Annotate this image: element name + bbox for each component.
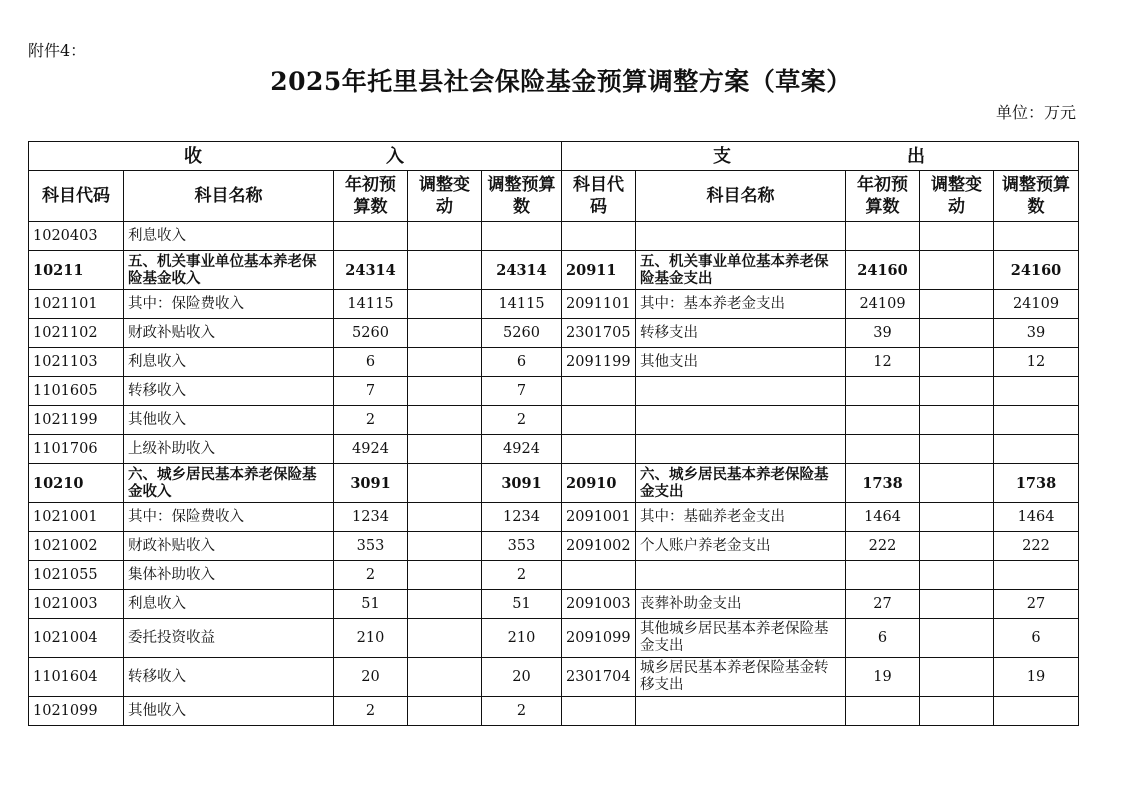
- income-change-cell: [408, 290, 482, 319]
- table-row: [29, 406, 1079, 435]
- expense-code-cell: 2091099: [562, 619, 636, 658]
- expense-code-cell: [562, 406, 636, 435]
- table-row: [29, 290, 1079, 319]
- income-adjusted-cell: 14115: [482, 290, 562, 319]
- page-title: 2025年托里县社会保险基金预算调整方案（草案）: [270, 67, 852, 96]
- income-name-cell: 利息收入: [124, 590, 334, 619]
- income-name-cell: 集体补助收入: [124, 561, 334, 590]
- income-change-cell: [408, 658, 482, 697]
- income-name-cell: 上级补助收入: [124, 435, 334, 464]
- income-initial-cell: 24314: [334, 251, 408, 290]
- col-header-income-code: 科目代码: [29, 171, 124, 222]
- expense-code-cell: 2091101: [562, 290, 636, 319]
- expense-adjusted-cell: [994, 435, 1079, 464]
- expense-initial-cell: [846, 377, 920, 406]
- budget-table: [28, 141, 1079, 726]
- expense-code-cell: 2091002: [562, 532, 636, 561]
- income-change-cell: [408, 406, 482, 435]
- income-name-cell: 利息收入: [124, 348, 334, 377]
- expense-code-cell: [562, 377, 636, 406]
- income-name-cell: 其中：保险费收入: [124, 503, 334, 532]
- income-code-cell: 1021001: [29, 503, 124, 532]
- income-code-cell: 10210: [29, 464, 124, 503]
- expense-adjusted-cell: [994, 561, 1079, 590]
- table-row: [29, 561, 1079, 590]
- income-initial-cell: 3091: [334, 464, 408, 503]
- expense-name-cell: 其中：基本养老金支出: [636, 290, 846, 319]
- income-initial-cell: 51: [334, 590, 408, 619]
- income-initial-cell: 14115: [334, 290, 408, 319]
- expense-change-cell: [920, 348, 994, 377]
- expense-change-cell: [920, 222, 994, 251]
- income-adjusted-cell: 24314: [482, 251, 562, 290]
- income-initial-cell: 2: [334, 697, 408, 726]
- income-adjusted-cell: 353: [482, 532, 562, 561]
- expense-initial-cell: [846, 406, 920, 435]
- expense-code-cell: 2091003: [562, 590, 636, 619]
- income-section-char: 收: [184, 145, 204, 167]
- expense-change-cell: [920, 658, 994, 697]
- income-initial-cell: 353: [334, 532, 408, 561]
- expense-initial-cell: 6: [846, 619, 920, 658]
- expense-name-cell: 六、城乡居民基本养老保险基金支出: [636, 464, 846, 503]
- income-code-cell: 1021199: [29, 406, 124, 435]
- income-initial-cell: 1234: [334, 503, 408, 532]
- column-header-row: [29, 171, 1079, 222]
- income-initial-cell: 2: [334, 406, 408, 435]
- expense-initial-cell: 24160: [846, 251, 920, 290]
- expense-name-cell: 其他支出: [636, 348, 846, 377]
- income-code-cell: 1021099: [29, 697, 124, 726]
- income-code-cell: 1021055: [29, 561, 124, 590]
- expense-initial-cell: 24109: [846, 290, 920, 319]
- expense-change-cell: [920, 406, 994, 435]
- expense-adjusted-cell: [994, 697, 1079, 726]
- expense-name-cell: [636, 377, 846, 406]
- income-adjusted-cell: 1234: [482, 503, 562, 532]
- expense-change-cell: [920, 377, 994, 406]
- expense-initial-cell: [846, 222, 920, 251]
- income-adjusted-cell: 6: [482, 348, 562, 377]
- expense-adjusted-cell: 19: [994, 658, 1079, 697]
- income-name-cell: 财政补贴收入: [124, 319, 334, 348]
- income-name-cell: 其中：保险费收入: [124, 290, 334, 319]
- income-adjusted-cell: 4924: [482, 435, 562, 464]
- col-header-expense-change: 调整变动: [920, 171, 994, 222]
- expense-name-cell: 其中：基础养老金支出: [636, 503, 846, 532]
- income-initial-cell: 7: [334, 377, 408, 406]
- expense-change-cell: [920, 503, 994, 532]
- income-adjusted-cell: 2: [482, 406, 562, 435]
- table-row: [29, 658, 1079, 697]
- income-adjusted-cell: 20: [482, 658, 562, 697]
- income-initial-cell: 6: [334, 348, 408, 377]
- income-adjusted-cell: 2: [482, 561, 562, 590]
- expense-name-cell: 个人账户养老金支出: [636, 532, 846, 561]
- expense-change-cell: [920, 319, 994, 348]
- expense-initial-cell: 1464: [846, 503, 920, 532]
- table-row: [29, 435, 1079, 464]
- expense-adjusted-cell: 24109: [994, 290, 1079, 319]
- expense-adjusted-cell: 1738: [994, 464, 1079, 503]
- expense-name-cell: 城乡居民基本养老保险基金转移支出: [636, 658, 846, 697]
- income-adjusted-cell: 210: [482, 619, 562, 658]
- expense-change-cell: [920, 697, 994, 726]
- attachment-label: 附件4：: [28, 41, 87, 60]
- income-change-cell: [408, 319, 482, 348]
- income-initial-cell: [334, 222, 408, 251]
- expense-change-cell: [920, 464, 994, 503]
- expense-code-cell: [562, 222, 636, 251]
- expense-initial-cell: 222: [846, 532, 920, 561]
- income-code-cell: 1101605: [29, 377, 124, 406]
- col-header-expense-name: 科目名称: [636, 171, 846, 222]
- table-row: [29, 222, 1079, 251]
- income-change-cell: [408, 590, 482, 619]
- income-change-cell: [408, 561, 482, 590]
- expense-code-cell: 2091199: [562, 348, 636, 377]
- income-name-cell: 转移收入: [124, 658, 334, 697]
- expense-change-cell: [920, 251, 994, 290]
- expense-section-char: 支: [713, 145, 734, 167]
- expense-change-cell: [920, 532, 994, 561]
- col-header-expense-code: 科目代码: [562, 171, 636, 222]
- expense-name-cell: [636, 222, 846, 251]
- income-name-cell: 利息收入: [124, 222, 334, 251]
- income-name-cell: 财政补贴收入: [124, 532, 334, 561]
- income-name-cell: 转移收入: [124, 377, 334, 406]
- expense-change-cell: [920, 561, 994, 590]
- expense-adjusted-cell: 6: [994, 619, 1079, 658]
- income-code-cell: 1021002: [29, 532, 124, 561]
- income-adjusted-cell: 3091: [482, 464, 562, 503]
- expense-change-cell: [920, 435, 994, 464]
- expense-adjusted-cell: 12: [994, 348, 1079, 377]
- income-adjusted-cell: [482, 222, 562, 251]
- expense-change-cell: [920, 290, 994, 319]
- income-adjusted-cell: 51: [482, 590, 562, 619]
- income-change-cell: [408, 464, 482, 503]
- expense-code-cell: [562, 435, 636, 464]
- income-change-cell: [408, 348, 482, 377]
- expense-name-cell: 丧葬补助金支出: [636, 590, 846, 619]
- table-row: [29, 532, 1079, 561]
- expense-section-header: [562, 142, 1079, 171]
- income-change-cell: [408, 377, 482, 406]
- expense-initial-cell: 12: [846, 348, 920, 377]
- income-change-cell: [408, 222, 482, 251]
- income-change-cell: [408, 532, 482, 561]
- expense-initial-cell: 19: [846, 658, 920, 697]
- income-initial-cell: 4924: [334, 435, 408, 464]
- table-row: [29, 464, 1079, 503]
- col-header-income-adjusted: 调整预算数: [482, 171, 562, 222]
- expense-initial-cell: [846, 435, 920, 464]
- expense-initial-cell: 27: [846, 590, 920, 619]
- expense-name-cell: [636, 406, 846, 435]
- income-code-cell: 1101604: [29, 658, 124, 697]
- expense-code-cell: 2301704: [562, 658, 636, 697]
- col-header-expense-adjusted: 调整预算数: [994, 171, 1079, 222]
- income-section-header: [29, 142, 562, 171]
- col-header-expense-initial: 年初预算数: [846, 171, 920, 222]
- expense-initial-cell: 39: [846, 319, 920, 348]
- expense-adjusted-cell: [994, 406, 1079, 435]
- income-name-cell: 其他收入: [124, 697, 334, 726]
- income-code-cell: 1021102: [29, 319, 124, 348]
- income-code-cell: 1021103: [29, 348, 124, 377]
- expense-adjusted-cell: 222: [994, 532, 1079, 561]
- col-header-income-change: 调整变动: [408, 171, 482, 222]
- expense-adjusted-cell: [994, 222, 1079, 251]
- table-row: [29, 377, 1079, 406]
- income-name-cell: 五、机关事业单位基本养老保险基金收入: [124, 251, 334, 290]
- income-code-cell: 1021101: [29, 290, 124, 319]
- expense-adjusted-cell: 1464: [994, 503, 1079, 532]
- table-row: [29, 619, 1079, 658]
- income-name-cell: 其他收入: [124, 406, 334, 435]
- expense-adjusted-cell: 24160: [994, 251, 1079, 290]
- expense-code-cell: 2091001: [562, 503, 636, 532]
- expense-change-cell: [920, 619, 994, 658]
- income-name-cell: 委托投资收益: [124, 619, 334, 658]
- section-header-row: [29, 142, 1079, 171]
- expense-name-cell: [636, 435, 846, 464]
- col-header-income-name: 科目名称: [124, 171, 334, 222]
- table-row: [29, 251, 1079, 290]
- expense-adjusted-cell: 39: [994, 319, 1079, 348]
- expense-initial-cell: 1738: [846, 464, 920, 503]
- expense-section-char: 出: [907, 145, 928, 167]
- income-code-cell: 1101706: [29, 435, 124, 464]
- income-initial-cell: 2: [334, 561, 408, 590]
- income-initial-cell: 210: [334, 619, 408, 658]
- expense-code-cell: 20910: [562, 464, 636, 503]
- expense-name-cell: 其他城乡居民基本养老保险基金支出: [636, 619, 846, 658]
- income-name-cell: 六、城乡居民基本养老保险基金收入: [124, 464, 334, 503]
- income-initial-cell: 5260: [334, 319, 408, 348]
- table-row: [29, 590, 1079, 619]
- income-code-cell: 1021004: [29, 619, 124, 658]
- income-change-cell: [408, 619, 482, 658]
- income-change-cell: [408, 503, 482, 532]
- income-adjusted-cell: 7: [482, 377, 562, 406]
- table-row: [29, 697, 1079, 726]
- expense-name-cell: [636, 697, 846, 726]
- expense-name-cell: 五、机关事业单位基本养老保险基金支出: [636, 251, 846, 290]
- income-change-cell: [408, 251, 482, 290]
- income-change-cell: [408, 697, 482, 726]
- income-adjusted-cell: 2: [482, 697, 562, 726]
- income-section-char: 入: [386, 145, 406, 167]
- expense-name-cell: [636, 561, 846, 590]
- expense-adjusted-cell: 27: [994, 590, 1079, 619]
- income-adjusted-cell: 5260: [482, 319, 562, 348]
- expense-initial-cell: [846, 697, 920, 726]
- expense-adjusted-cell: [994, 377, 1079, 406]
- expense-code-cell: [562, 697, 636, 726]
- income-code-cell: 10211: [29, 251, 124, 290]
- table-row: [29, 348, 1079, 377]
- expense-name-cell: 转移支出: [636, 319, 846, 348]
- col-header-income-initial: 年初预算数: [334, 171, 408, 222]
- expense-initial-cell: [846, 561, 920, 590]
- expense-code-cell: 2301705: [562, 319, 636, 348]
- expense-code-cell: 20911: [562, 251, 636, 290]
- income-code-cell: 1020403: [29, 222, 124, 251]
- income-change-cell: [408, 435, 482, 464]
- expense-change-cell: [920, 590, 994, 619]
- income-code-cell: 1021003: [29, 590, 124, 619]
- expense-code-cell: [562, 561, 636, 590]
- table-row: [29, 319, 1079, 348]
- table-row: [29, 503, 1079, 532]
- income-initial-cell: 20: [334, 658, 408, 697]
- unit-label: 单位：万元: [995, 103, 1076, 122]
